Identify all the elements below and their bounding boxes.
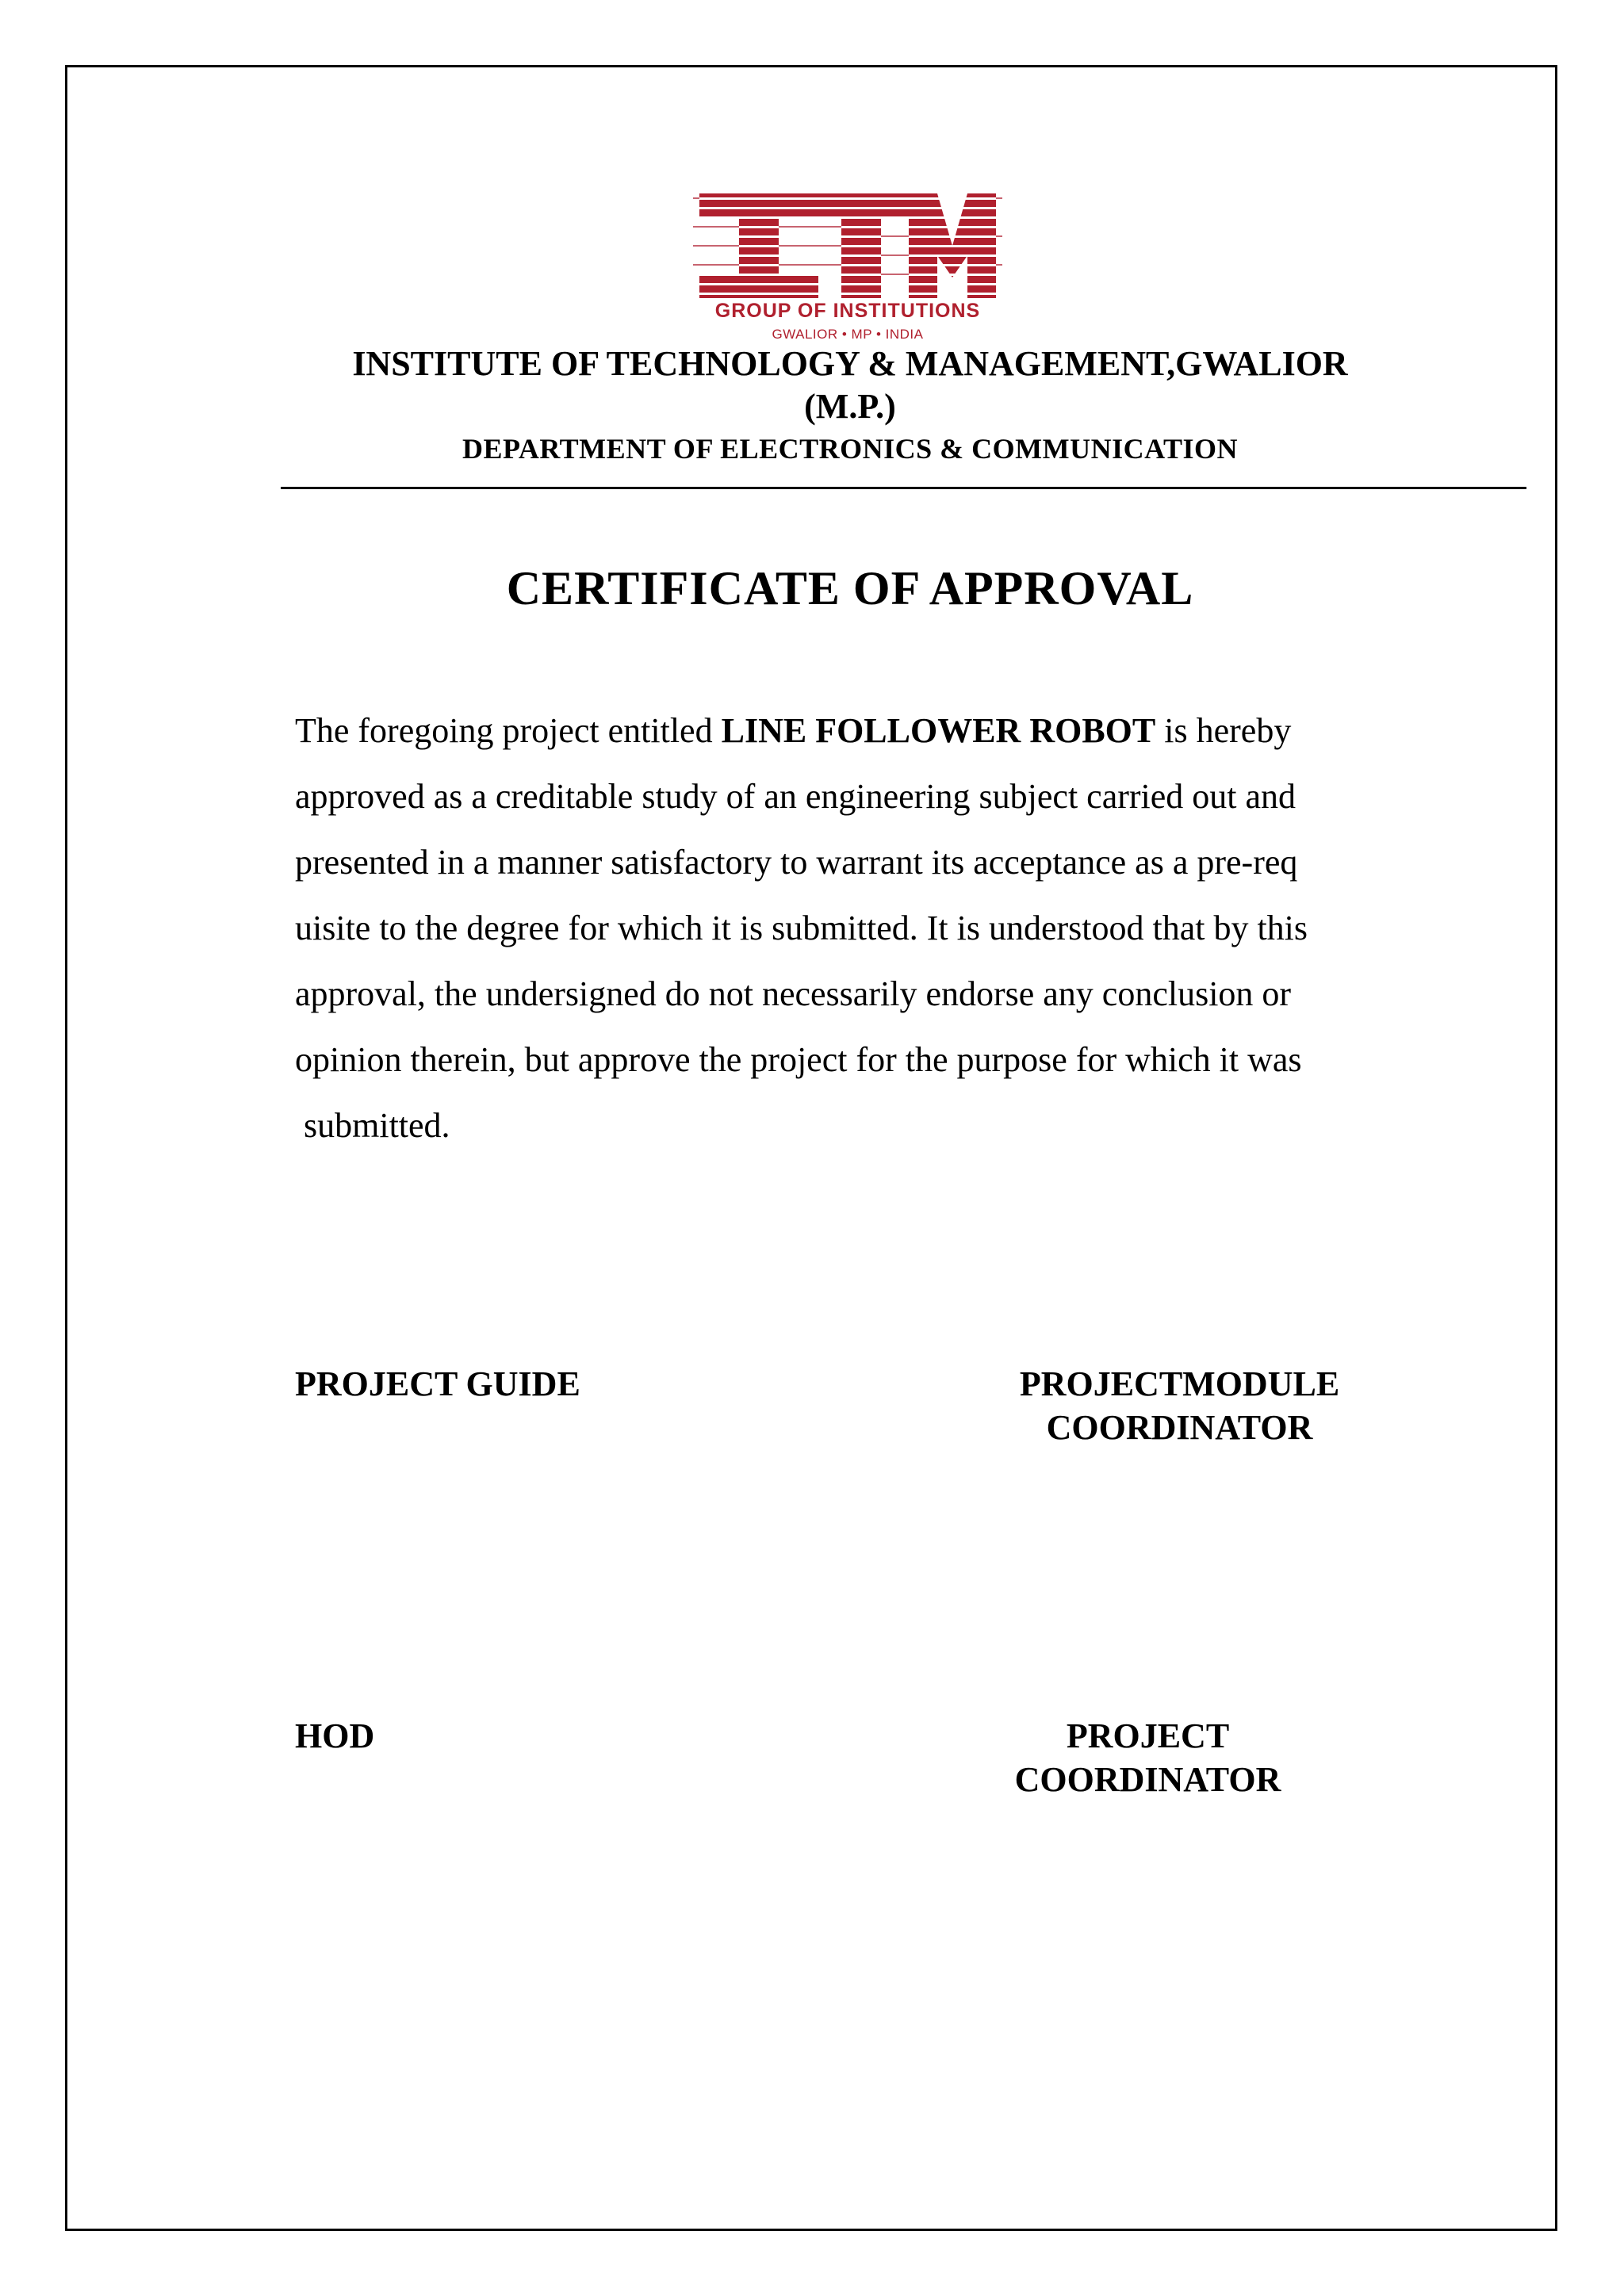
body-line: submitted. bbox=[295, 1106, 450, 1145]
institute-name-line2: (M.P.) bbox=[804, 387, 896, 426]
project-name: LINE FOLLOWER ROBOT bbox=[721, 711, 1156, 750]
logo-location-text: GWALIOR • MP • INDIA bbox=[772, 327, 924, 342]
certificate-title: CERTIFICATE OF APPROVAL bbox=[506, 562, 1194, 614]
logo-group-text: GROUP OF INSTITUTIONS bbox=[714, 300, 981, 322]
body-after-name: is hereby bbox=[1155, 711, 1292, 750]
project-coordinator-label-line1: PROJECT bbox=[1066, 1716, 1230, 1755]
signature-module-coordinator bbox=[983, 1362, 1376, 1449]
header-divider bbox=[281, 487, 1526, 489]
signature-project-guide bbox=[295, 1362, 580, 1406]
body-line: presented in a manner satisfactory to warrant its acceptance as a pre-req bbox=[295, 843, 1298, 882]
body-line: approved as a creditable study of an engineering subject carried out and bbox=[295, 777, 1297, 816]
body-line bbox=[295, 698, 1413, 763]
hod-label: HOD bbox=[295, 1716, 375, 1755]
body-intro: The foregoing project entitled bbox=[295, 711, 722, 750]
institute-name bbox=[285, 342, 1415, 428]
department-name: DEPARTMENT OF ELECTRONICS & COMMUNICATION bbox=[462, 433, 1238, 465]
certificate-body bbox=[295, 698, 1413, 1158]
itm-logo bbox=[693, 190, 1002, 346]
signature-hod bbox=[295, 1714, 374, 1758]
institute-name-line1: INSTITUTE OF TECHNOLOGY & MANAGEMENT,GWALIOR bbox=[352, 344, 1348, 383]
project-coordinator-label-line2: COORDINATOR bbox=[1014, 1760, 1281, 1799]
project-guide-label: PROJECT GUIDE bbox=[295, 1364, 580, 1403]
module-coordinator-label-line1: PROJECTMODULE bbox=[1019, 1364, 1340, 1403]
module-coordinator-label-line2: COORDINATOR bbox=[1046, 1408, 1313, 1447]
body-line: approval, the undersigned do not necessarily endorse any conclusion or bbox=[295, 974, 1292, 1013]
body-line: uisite to the degree for which it is submitted. It is understood that by this bbox=[295, 909, 1308, 947]
signature-project-coordinator bbox=[952, 1714, 1344, 1801]
body-line: opinion therein, but approve the project for the purpose for which it was bbox=[295, 1040, 1302, 1079]
itm-logo-mark bbox=[693, 190, 1002, 300]
